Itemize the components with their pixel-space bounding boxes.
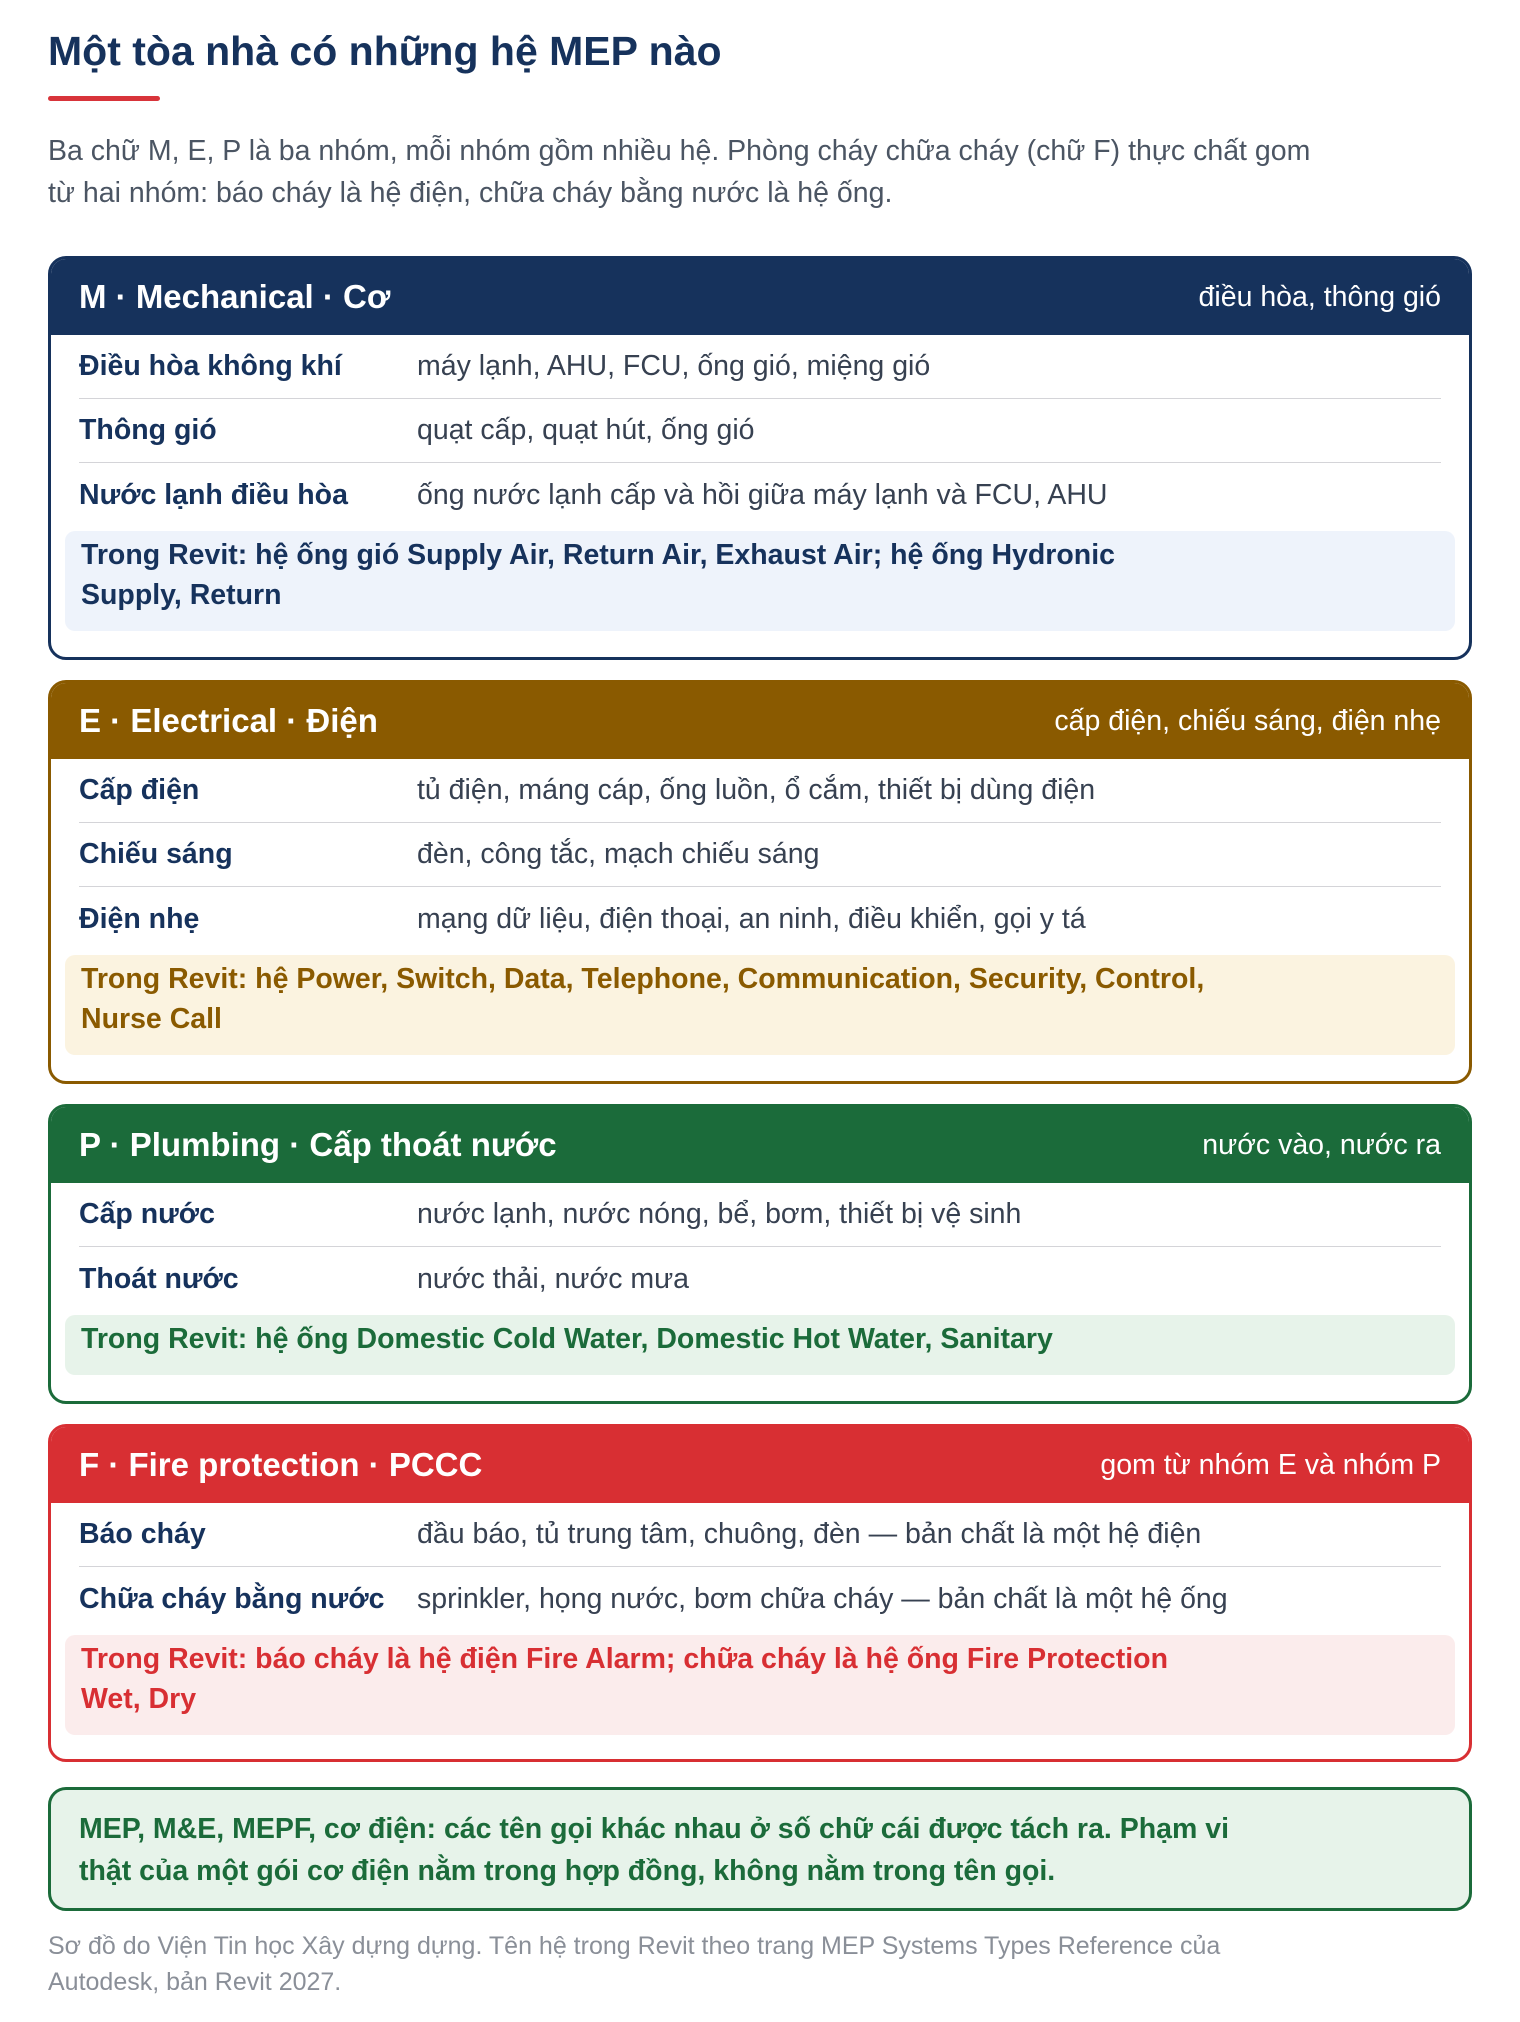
system-value: sprinkler, họng nước, bơm chữa cháy — bản chất là một hệ ống (417, 1582, 1228, 1615)
system-label: Nước lạnh điều hòa (79, 478, 348, 511)
intro-line: từ hai nhóm: báo cháy là hệ điện, chữa cháy bằng nước là hệ ống. (48, 177, 893, 209)
system-label: Thoát nước (79, 1262, 239, 1295)
page-title: Một tòa nhà có những hệ MEP nào (48, 28, 722, 74)
system-value: ống nước lạnh cấp và hồi giữa máy lạnh và FCU, AHU (417, 478, 1108, 511)
system-row (79, 463, 1441, 527)
system-row (79, 1247, 1441, 1311)
revit-note-line: Trong Revit: hệ Power, Switch, Data, Telephone, Communication, Security, Control, (81, 963, 1205, 995)
revit-note-line: Trong Revit: báo cháy là hệ điện Fire Alarm; chữa cháy là hệ ống Fire Protection (81, 1643, 1168, 1675)
card-title: E · Electrical · Điện (79, 702, 378, 739)
summary-box (48, 1787, 1472, 1911)
card-header (51, 259, 1469, 335)
card-header (51, 1427, 1469, 1503)
card-header (51, 1107, 1469, 1183)
revit-note (65, 1635, 1455, 1735)
system-row (79, 399, 1441, 463)
system-row (79, 1183, 1441, 1247)
system-row (79, 759, 1441, 823)
system-label: Thông gió (79, 414, 217, 446)
card-rows (51, 1183, 1469, 1311)
system-row (79, 335, 1441, 399)
title-underline (48, 96, 160, 101)
card-mechanical (48, 256, 1472, 660)
card-title: F · Fire protection · PCCC (79, 1446, 483, 1483)
system-value: tủ điện, máng cáp, ống luồn, ổ cắm, thiết bị dùng điện (417, 774, 1096, 806)
card-fire-protection (48, 1424, 1472, 1762)
card-rows (51, 759, 1469, 951)
intro-paragraph (48, 130, 1448, 214)
card-subtitle: điều hòa, thông gió (1198, 280, 1441, 313)
system-value: đầu báo, tủ trung tâm, chuông, đèn — bản chất là một hệ điện (417, 1518, 1202, 1550)
card-subtitle: nước vào, nước ra (1202, 1128, 1441, 1161)
system-label: Điện nhẹ (79, 902, 200, 935)
card-header (51, 683, 1469, 759)
summary-line: MEP, M&E, MEPF, cơ điện: các tên gọi khác nhau ở số chữ cái được tách ra. Phạm vi (79, 1813, 1230, 1845)
system-value: quạt cấp, quạt hút, ống gió (417, 414, 755, 446)
system-row (79, 823, 1441, 887)
system-label: Điều hòa không khí (79, 350, 342, 382)
system-label: Cấp điện (79, 774, 200, 806)
system-row (79, 1503, 1441, 1567)
system-label: Cấp nước (79, 1198, 215, 1230)
card-rows (51, 1503, 1469, 1631)
card-subtitle: cấp điện, chiếu sáng, điện nhẹ (1054, 704, 1441, 737)
card-subtitle: gom từ nhóm E và nhóm P (1100, 1448, 1441, 1481)
intro-line: Ba chữ M, E, P là ba nhóm, mỗi nhóm gồm nhiều hệ. Phòng cháy chữa cháy (chữ F) thực chất gom (48, 135, 1311, 167)
card-plumbing (48, 1104, 1472, 1404)
system-row (79, 887, 1441, 951)
card-title: P · Plumbing · Cấp thoát nước (79, 1126, 557, 1163)
revit-note-line: Supply, Return (81, 579, 282, 611)
footer-line: Sơ đồ do Viện Tin học Xây dựng dựng. Tên hệ trong Revit theo trang MEP Systems Types Reference của (48, 1932, 1221, 1960)
system-value: đèn, công tắc, mạch chiếu sáng (417, 838, 820, 870)
system-value: máy lạnh, AHU, FCU, ống gió, miệng gió (417, 350, 931, 382)
revit-note-line: Trong Revit: hệ ống gió Supply Air, Return Air, Exhaust Air; hệ ống Hydronic (81, 539, 1115, 571)
revit-note-line: Wet, Dry (81, 1683, 197, 1715)
revit-note-line: Nurse Call (81, 1003, 222, 1035)
card-title: M · Mechanical · Cơ (79, 278, 391, 315)
revit-note (65, 1315, 1455, 1375)
revit-note (65, 955, 1455, 1055)
system-value: mạng dữ liệu, điện thoại, an ninh, điều khiển, gọi y tá (417, 902, 1086, 935)
system-row (79, 1567, 1441, 1631)
card-electrical (48, 680, 1472, 1084)
system-label: Báo cháy (79, 1518, 206, 1550)
system-label: Chữa cháy bằng nước (79, 1582, 385, 1615)
system-value: nước thải, nước mưa (417, 1262, 690, 1295)
footer-line: Autodesk, bản Revit 2027. (48, 1968, 342, 1996)
system-label: Chiếu sáng (79, 838, 233, 870)
system-value: nước lạnh, nước nóng, bể, bơm, thiết bị vệ sinh (417, 1198, 1022, 1230)
revit-note (65, 531, 1455, 631)
revit-note-line: Trong Revit: hệ ống Domestic Cold Water, Domestic Hot Water, Sanitary (81, 1323, 1053, 1355)
card-rows (51, 335, 1469, 527)
summary-line: thật của một gói cơ điện nằm trong hợp đồng, không nằm trong tên gọi. (79, 1855, 1056, 1887)
footer-note (48, 1928, 1448, 2000)
